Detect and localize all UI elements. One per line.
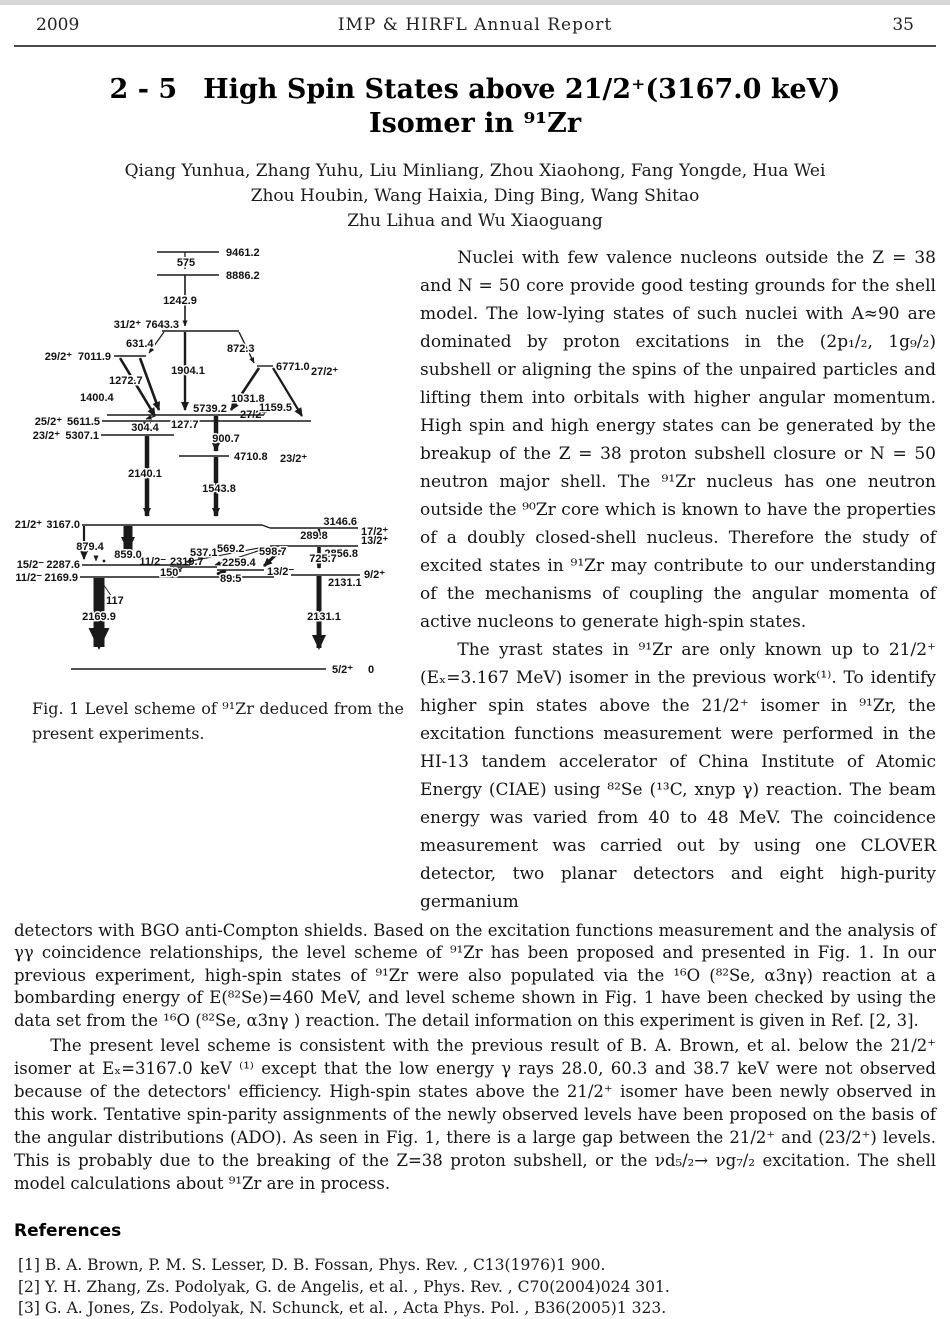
gamma-label: 150 <box>160 567 179 579</box>
page-header <box>14 11 936 47</box>
spin-label: 31/2⁺ <box>113 319 141 331</box>
level-label: 2131.1 <box>328 577 362 589</box>
gamma-label: 598.7 <box>259 546 287 558</box>
level-label: 2319.7 <box>170 556 204 568</box>
level-label: 5739.2 <box>193 403 227 415</box>
spin-label: 27/2⁺ <box>311 366 339 378</box>
gamma-label: 569.2 <box>217 543 245 555</box>
level-label: 7643.3 <box>145 319 179 331</box>
paragraph-2: The yrast states in ⁹¹Zr are only known up to 21/2⁺ (Eₓ=3.167 MeV) isomer in the previous work⁽¹⁾. To identify higher spin states above the 21/2⁺ isomer in ⁹¹Zr, the excitation functions measurement were performed in the HI-13 tandem accelerator of China Institute of Atomic Energy (CIAE) using ⁸²Se (¹³C, xnyp γ) reaction. The beam energy was varied from 40 to 48 MeV. The coincidence measurement was carried out by using one CLOVER detector, two planar detectors and eight high-purity germanium <box>420 640 936 912</box>
author-list <box>14 159 936 234</box>
gamma-label: 900.7 <box>212 433 240 445</box>
article-title-line1 <box>14 73 936 107</box>
gamma-label: 1400.4 <box>80 392 114 404</box>
gamma-label: 117 <box>106 595 124 607</box>
gamma-label: 1904.1 <box>171 365 205 377</box>
header-page-number: 35 <box>892 15 914 35</box>
reference-item: [1] B. A. Brown, P. M. S. Lesser, D. B. Fossan, Phys. Rev. , C13(1976)1 900. <box>18 1256 606 1275</box>
right-column-text <box>420 244 936 916</box>
gamma-label: 631.4 <box>126 338 154 350</box>
spin-label: 9/2⁺ <box>364 569 386 581</box>
references-heading: References <box>14 1221 122 1242</box>
level-label: 2856.8 <box>324 548 358 560</box>
level-label: 2169.9 <box>44 572 78 584</box>
gamma-label: 1159.5 <box>259 402 293 414</box>
spin-label: 21/2⁺ <box>14 519 42 531</box>
gamma-label: 537.1 <box>190 547 218 559</box>
section-number: 2 - 5 <box>109 74 178 105</box>
figure-1 <box>14 244 410 916</box>
level-label: 5307.1 <box>65 430 99 442</box>
level-label: 2259.4 <box>222 557 256 569</box>
level-label: 9461.2 <box>226 247 260 259</box>
gamma-arrows <box>84 252 319 648</box>
gamma-label: 2131.1 <box>307 611 341 623</box>
gamma-label: 725.7 <box>309 553 337 565</box>
title-text: High Spin States above 21/2⁺(3167.0 keV) <box>203 74 841 105</box>
level-label: 3146.6 <box>323 516 357 528</box>
author-line: Zhou Houbin, Wang Haixia, Ding Bing, Wang Shitao <box>250 186 700 206</box>
gamma-label: 89.5 <box>220 573 242 585</box>
gamma-label: 304.4 <box>131 422 159 434</box>
article-title <box>14 73 936 141</box>
header-year: 2009 <box>36 15 80 35</box>
author-line: Zhu Lihua and Wu Xiaoguang <box>347 211 603 231</box>
spin-label: 23/2⁺ <box>32 430 60 442</box>
author-line: Qiang Yunhua, Zhang Yuhu, Liu Minliang, Zhou Xiaohong, Fang Yongde, Hua Wei <box>124 161 826 181</box>
paragraph-1: Nuclei with few valence nucleons outside the Z = 38 and N = 50 core provide good testing grounds for the shell model. The low-lying states of such nuclei with A≈90 are dominated by proton excitations in the (2p₁/₂, 1g₉/₂) subshell or aligning the spins of the unpaired particles and lifting them into orbitals with higher angular momentum. High spin and high energy states can be generated by the breakup of the Z = 38 proton subshell closure or N = 50 neutron major shell. The ⁹¹Zr nucleus has one neutron outside the ⁹⁰Zr core which is known to have the properties of a doubly closed-shell nucleus. Therefore the study of excited states in ⁹¹Zr may contribute to our understanding of the mechanisms of coupling the angular momenta of active nucleons to generate high-spin states. <box>420 248 936 632</box>
gamma-label: 2169.9 <box>82 611 116 623</box>
gamma-label: 2140.1 <box>128 468 162 480</box>
spin-label: 11/2⁻ <box>15 572 42 584</box>
article-title-line2: Isomer in ⁹¹Zr <box>368 108 582 139</box>
gamma-label: 1242.9 <box>163 295 197 307</box>
spin-label: 17/2⁺ <box>361 526 389 538</box>
figure-caption: Fig. 1 Level scheme of ⁹¹Zr deduced from the present experiments. <box>32 699 404 743</box>
gamma-label: 879.4 <box>76 541 104 553</box>
spin-label: 5/2⁺ <box>332 664 354 676</box>
level-label: 7011.9 <box>77 351 111 363</box>
level-label: 5611.5 <box>66 416 100 428</box>
references-list <box>14 1255 936 1319</box>
level-label: 4710.8 <box>234 451 268 463</box>
spin-label: 13/2⁻ <box>267 566 295 578</box>
level-label: 3167.0 <box>46 519 80 531</box>
spin-label: 29/2⁺ <box>44 351 72 363</box>
reference-item: [2] Y. H. Zhang, Zs. Podolyak, G. de Angelis, et al. , Phys. Rev. , C70(2004)024 301. <box>18 1277 670 1296</box>
header-journal-title: IMP & HIRFL Annual Report <box>337 15 613 35</box>
gamma-label: 575 <box>176 257 196 269</box>
spin-label: 15/2⁻ <box>16 559 44 571</box>
gamma-label: 1031.8 <box>231 393 265 405</box>
gamma-label: 1272.7 <box>109 375 143 387</box>
spin-label: 11/2⁻ <box>139 556 166 568</box>
spin-label: 25/2⁺ <box>34 416 62 428</box>
gamma-labels <box>76 257 341 623</box>
gamma-label: 872.3 <box>227 343 255 355</box>
gamma-label: 1543.8 <box>202 483 236 495</box>
level-scheme-figure <box>14 244 410 686</box>
gamma-label: 289.8 <box>300 530 328 542</box>
level-label: 8886.2 <box>226 270 260 282</box>
paragraph-2-continued: detectors with BGO anti-Compton shields. Based on the excitation functions measurement and the analysis of γγ coincidence relationships, the level scheme of ⁹¹Zr has been proposed and presented in Fig. 1. In our previous experiment, high-spin states of ⁹¹Zr were also populated via the ¹⁶O (⁸²Se, α3nγ) reaction at a bombarding energy of E(⁸²Se)=460 MeV, and level scheme shown in Fig. 1 have been checked by using the data set from the ¹⁶O (⁸²Se, α3nγ ) reaction. The detail information on this experiment is given in Ref. [2, 3]. <box>14 921 936 1030</box>
level-label: 0 <box>368 664 375 676</box>
level-label: 2287.6 <box>46 559 80 571</box>
gamma-label: 127.7 <box>171 419 199 431</box>
paragraph-3: The present level scheme is consistent with the previous result of B. A. Brown, et al. below the 21/2⁺ isomer at Eₓ=3167.0 keV ⁽¹⁾ except that the low energy γ rays 28.0, 60.3 and 38.7 keV were not observed because of the detectors' efficiency. High-spin states above the 21/2⁺ isomer have been newly observed in this work. Tentative spin-parity assignments of the newly observed levels have been proposed on the basis of the angular distributions (ADO). As seen in Fig. 1, there is a large gap between the 21/2⁺ and (23/2⁺) levels. This is probably due to the breaking of the Z=38 proton subshell, or the νd₅/₂→ νg₇/₂ excitation. The shell model calculations about ⁹¹Zr are in process. <box>14 1036 936 1194</box>
gamma-label: 859.0 <box>114 549 142 561</box>
spin-label: 13/2⁺ <box>361 535 389 547</box>
unobserved-transition-mark <box>103 560 106 563</box>
spin-label: 27/2⁺ <box>240 409 268 421</box>
page <box>0 5 950 1319</box>
two-column-area <box>14 244 936 916</box>
reference-item: [3] G. A. Jones, Zs. Podolyak, N. Schunck, et al. , Acta Phys. Pol. , B36(2005)1 323. <box>18 1299 667 1318</box>
spin-label: 23/2⁺ <box>280 453 308 465</box>
level-label: 6771.0 <box>276 361 310 373</box>
